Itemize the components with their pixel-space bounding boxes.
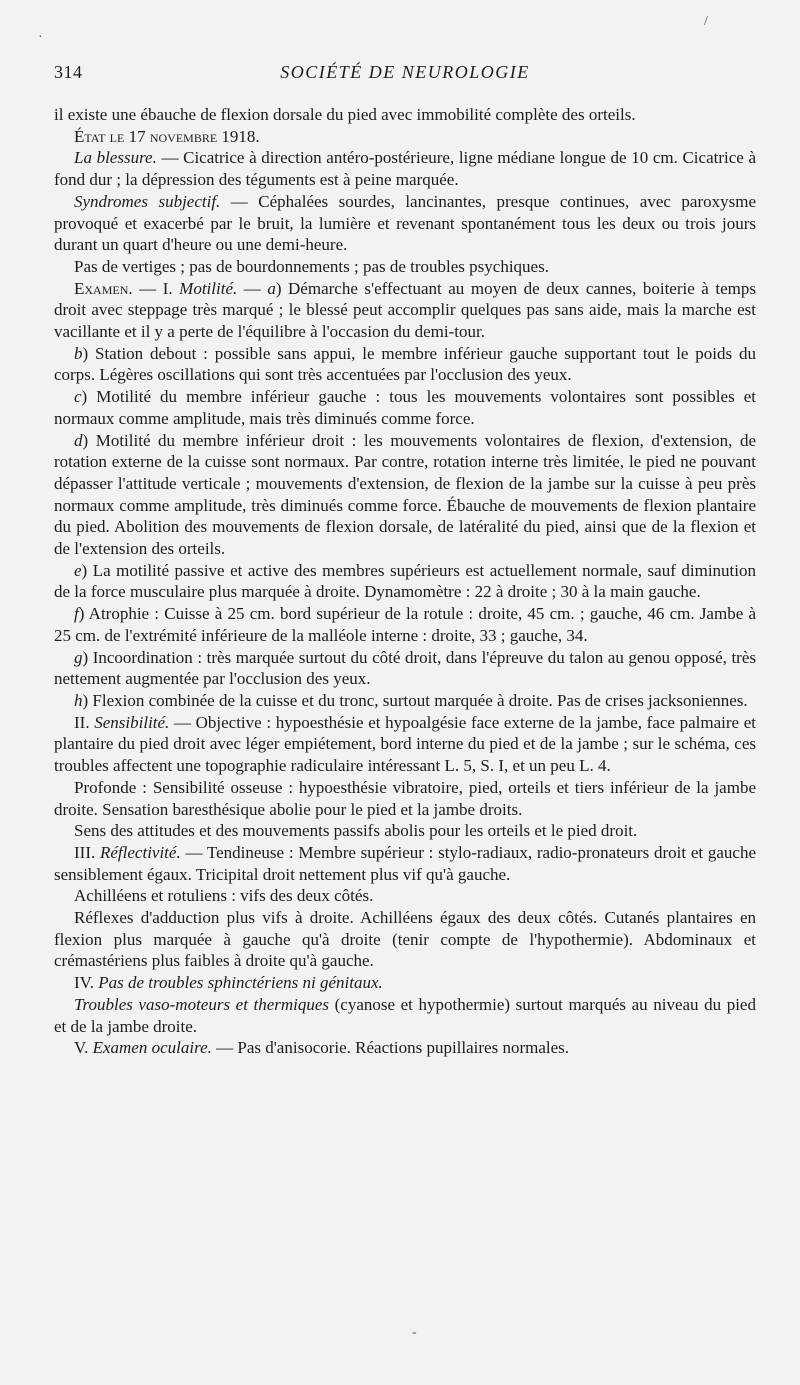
paragraph: Réflexes d'adduction plus vifs à droite. Achilléens égaux des deux côtés. Cutanés plantaires en flexion plus marquée à gauche qu'à droite (tenir compte de l'hypothermie). Abdominaux et crémastériens plus faibles à droite qu'à gauche.: [54, 908, 756, 971]
running-title: SOCIÉTÉ DE NEUROLOGIE: [280, 62, 530, 82]
section-heading: [54, 126, 756, 148]
paragraph: V. Examen oculaire. — Pas d'anisocorie. Réactions pupillaires normales.: [74, 1038, 570, 1058]
paragraph: Sens des attitudes et des mouvements passifs abolis pour les orteils et le pied droit.: [74, 821, 638, 841]
print-speck: /: [704, 14, 708, 29]
paragraph: IV. Pas de troubles sphinctériens ni génitaux.: [74, 973, 383, 993]
page-body: [54, 104, 756, 1059]
page-number: 314: [54, 62, 83, 82]
paragraph: e) La motilité passive et active des membres supérieurs est actuellement normale, sauf diminution de la force musculaire plus marquée à droite. Dynamomètre : 22 à droite ; 30 à la main gauche.: [54, 560, 756, 602]
paragraph: Examen. — I. Motilité. — a) Démarche s'effectuant au moyen de deux cannes, boiterie à temps droit avec steppage très marqué ; le blessé peut accomplir quelques pas sans aide, mais la marche est vacillante et il y a perte de l'équilibre à l'occasion du demi-tour.: [54, 278, 756, 342]
paragraph: h) Flexion combinée de la cuisse et du tronc, surtout marquée à droite. Pas de crises jacksoniennes.: [74, 690, 748, 710]
paragraph: Syndromes subjectif. — Céphalées sourdes, lancinantes, presque continues, avec paroxysme provoqué et exacerbé par le bruit, la lumière et revenant spontanément tous les deux ou trois jours durant un quart d'heure ou une demi-heure.: [54, 191, 756, 255]
paragraph: Troubles vaso-moteurs et thermiques (cyanose et hypothermie) surtout marqués au niveau du pied et de la jambe droite.: [54, 994, 756, 1036]
paragraph: Pas de vertiges ; pas de bourdonnements ; pas de troubles psychiques.: [74, 256, 549, 276]
print-speck: ·: [38, 30, 43, 45]
date-heading: État le 17 novembre 1918.: [74, 126, 260, 146]
paragraph: il existe une ébauche de flexion dorsale du pied avec immobilité complète des orteils.: [54, 105, 636, 124]
paragraph: La blessure. — Cicatrice à direction antéro-postérieure, ligne médiane longue de 10 cm. Cicatrice à fond dur ; la dépression des téguments est à peine marquée.: [54, 148, 756, 190]
paragraph: Achilléens et rotuliens : vifs des deux côtés.: [74, 886, 374, 906]
print-speck: -: [412, 1325, 417, 1340]
paragraph: II. Sensibilité. — Objective : hypoesthésie et hypoalgésie face externe de la jambe, face palmaire et plantaire du pied droit avec léger empiétement, bord interne du pied et de la jambe ; sur le schéma, ces troubles affectent une topographie radiculaire intéressant L. 5, S. I, et un peu L. 4.: [54, 712, 756, 776]
paragraph: Profonde : Sensibilité osseuse : hypoesthésie vibratoire, pied, orteils et tiers inférieur de la jambe droite. Sensation baresthésique abolie pour le pied et la jambe droits.: [54, 777, 756, 819]
paragraph: d) Motilité du membre inférieur droit : les mouvements volontaires de flexion, d'extension, de rotation externe de la cuisse sont normaux. Par contre, rotation interne très limitée, le pied ne pouvant dépasser l'attitude verticale ; mouvements d'extension, de flexion de la jambe sur la cuisse à peu près normaux comme amplitude, très diminués comme force. Ébauche de mouvements de flexion plantaire du pied. Abolition des mouvements de flexion dorsale, de latéralité du pied, ainsi que de la flexion et de l'extension des orteils.: [54, 430, 756, 559]
page-header: [54, 62, 756, 88]
paragraph: g) Incoordination : très marquée surtout du côté droit, dans l'épreuve du talon au genou opposé, très nettement augmentée par l'occlusion des yeux.: [54, 647, 756, 689]
paragraph: III. Réflectivité. — Tendineuse : Membre supérieur : stylo-radiaux, radio-pronateurs droit et gauche sensiblement égaux. Tricipital droit nettement plus vif qu'à gauche.: [54, 842, 756, 884]
paragraph: f) Atrophie : Cuisse à 25 cm. bord supérieur de la rotule : droite, 45 cm. ; gauche, 46 cm. Jambe à 25 cm. de l'extrémité inférieure de la malléole interne : droite, 33 ; gauche, 34.: [54, 604, 756, 645]
paragraph: b) Station debout : possible sans appui, le membre inférieur gauche supportant tout le poids du corps. Légères oscillations qui sont très accentuées par l'occlusion des yeux.: [54, 343, 756, 385]
paragraph: c) Motilité du membre inférieur gauche : tous les mouvements volontaires sont possibles et normaux comme amplitude, mais très diminués comme force.: [54, 387, 756, 428]
